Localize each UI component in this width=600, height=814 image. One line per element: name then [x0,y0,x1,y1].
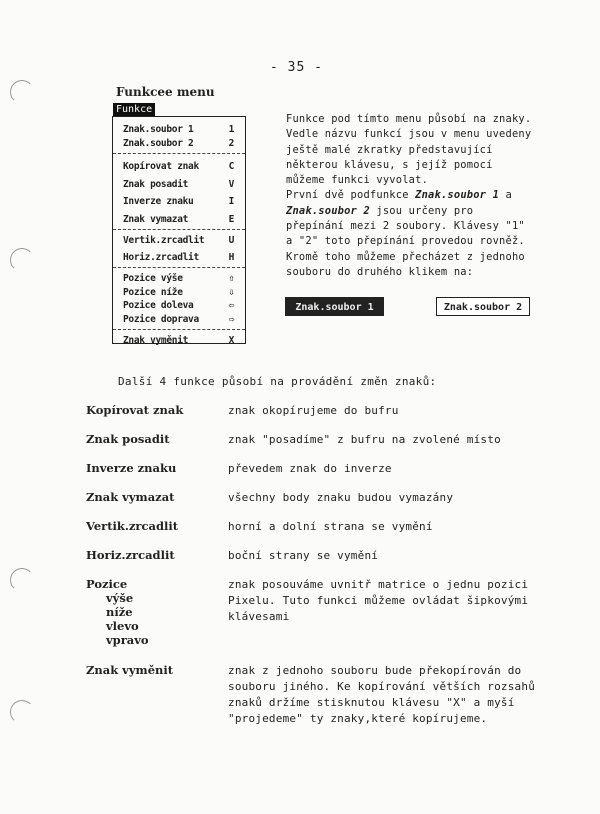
menu-item-vymenit: Znak vyměnit X [123,335,234,346]
menu-item-pozice-vyse: Pozice výše ⇧ [123,273,234,284]
definition-desc: znak z jednoho souboru bude překopírován do souboru jiného. Ke kopírování větších rozsahů znaků držíme stisknutou klávesu "X" a myší "projedeme" ty znaky,které kopírujeme. [228,664,536,725]
menu-item-horiz: Horiz.zrcadlit H [123,251,234,263]
definition-term: Horiz.zrcadlit [86,548,175,562]
definition-term: Znak vymazat [86,490,175,504]
menu-item-vymazat: Znak vymazat E [123,213,234,225]
menu-item-pozice-doleva: Pozice doleva ⇦ [123,300,234,311]
znak-soubor-2-button[interactable]: Znak.soubor 2 [436,297,530,316]
definition-desc: znak posouváme uvnitř matrice o jednu pozici Pixelu. Tuto funkci můžeme ovládat šipkovými klávesami [228,578,529,623]
definition-desc: horní a dolní strana se vymění [228,520,433,533]
punch-hole [10,700,34,724]
punch-hole [10,248,34,272]
definition-desc: převedem znak do inverze [228,462,392,475]
menu-item-inverze: Inverze znaku I [123,196,234,207]
definition-term: Vertik.zrcadlit [86,519,179,533]
menu-item-pozice-doprava: Pozice doprava ⇨ [123,313,234,325]
menu-item-znak-soubor-2: Znak.soubor 2 2 [123,137,234,149]
menu-title: Funkce [113,103,155,117]
definition-term: Pozice výše níže vlevo vpravo [86,577,149,647]
menu-group [113,330,245,351]
description-paragraph: Funkce pod tímto menu působí na znaky. Vedle názvu funkcí jsou v menu uvedeny ještě malé zkratky představující některou klávesu, s jejíž pomocí můžeme funkci vyvolat. První dvě podfunkce Znak.soubor 1 a Znak.soubor 2 jsou určeny pro přepínání mezi 2 soubory. Klávesy "1" a "2" toto přepínání provedou rovněž. Kromě toho můžeme přecházet z jednoho souboru do druhého klikem na: [286,113,532,278]
section-heading: Funkcee menu [116,85,215,99]
punch-hole [10,568,34,592]
menu-group [113,119,245,154]
definition-desc: boční strany se vymění [228,549,379,562]
definition-desc: všechny body znaku budou vymazány [228,491,454,504]
definition-term: Inverze znaku [86,461,177,475]
menu-item-posadit: Znak posadit V [123,178,234,190]
definition-desc: znak okopírujeme do bufru [228,404,399,417]
definition-term: Znak posadit [86,432,170,446]
menu-item-kopirovat: Kopírovat znak C [123,161,234,172]
definition-term: Kopírovat znak [86,403,184,417]
definition-term: Znak vyměnit [86,663,174,677]
menu-group [113,268,245,330]
menu-item-znak-soubor-1: Znak.soubor 1 1 [123,124,234,135]
definition-desc: znak "posadíme" z bufru na zvolené místo [228,433,501,446]
page-number: - 35 - [270,60,323,75]
punch-hole [10,80,34,104]
menu-item-pozice-nize: Pozice níže ⇩ [123,286,234,298]
function-menu [112,116,246,344]
menu-item-vertik: Vertik.zrcadlit U [123,235,234,246]
menu-group [113,154,245,230]
znak-soubor-1-button[interactable]: Znak.soubor 1 [285,297,384,316]
menu-group [113,230,245,268]
intro-text: Další 4 funkce působí na provádění změn znaků: [118,375,437,388]
